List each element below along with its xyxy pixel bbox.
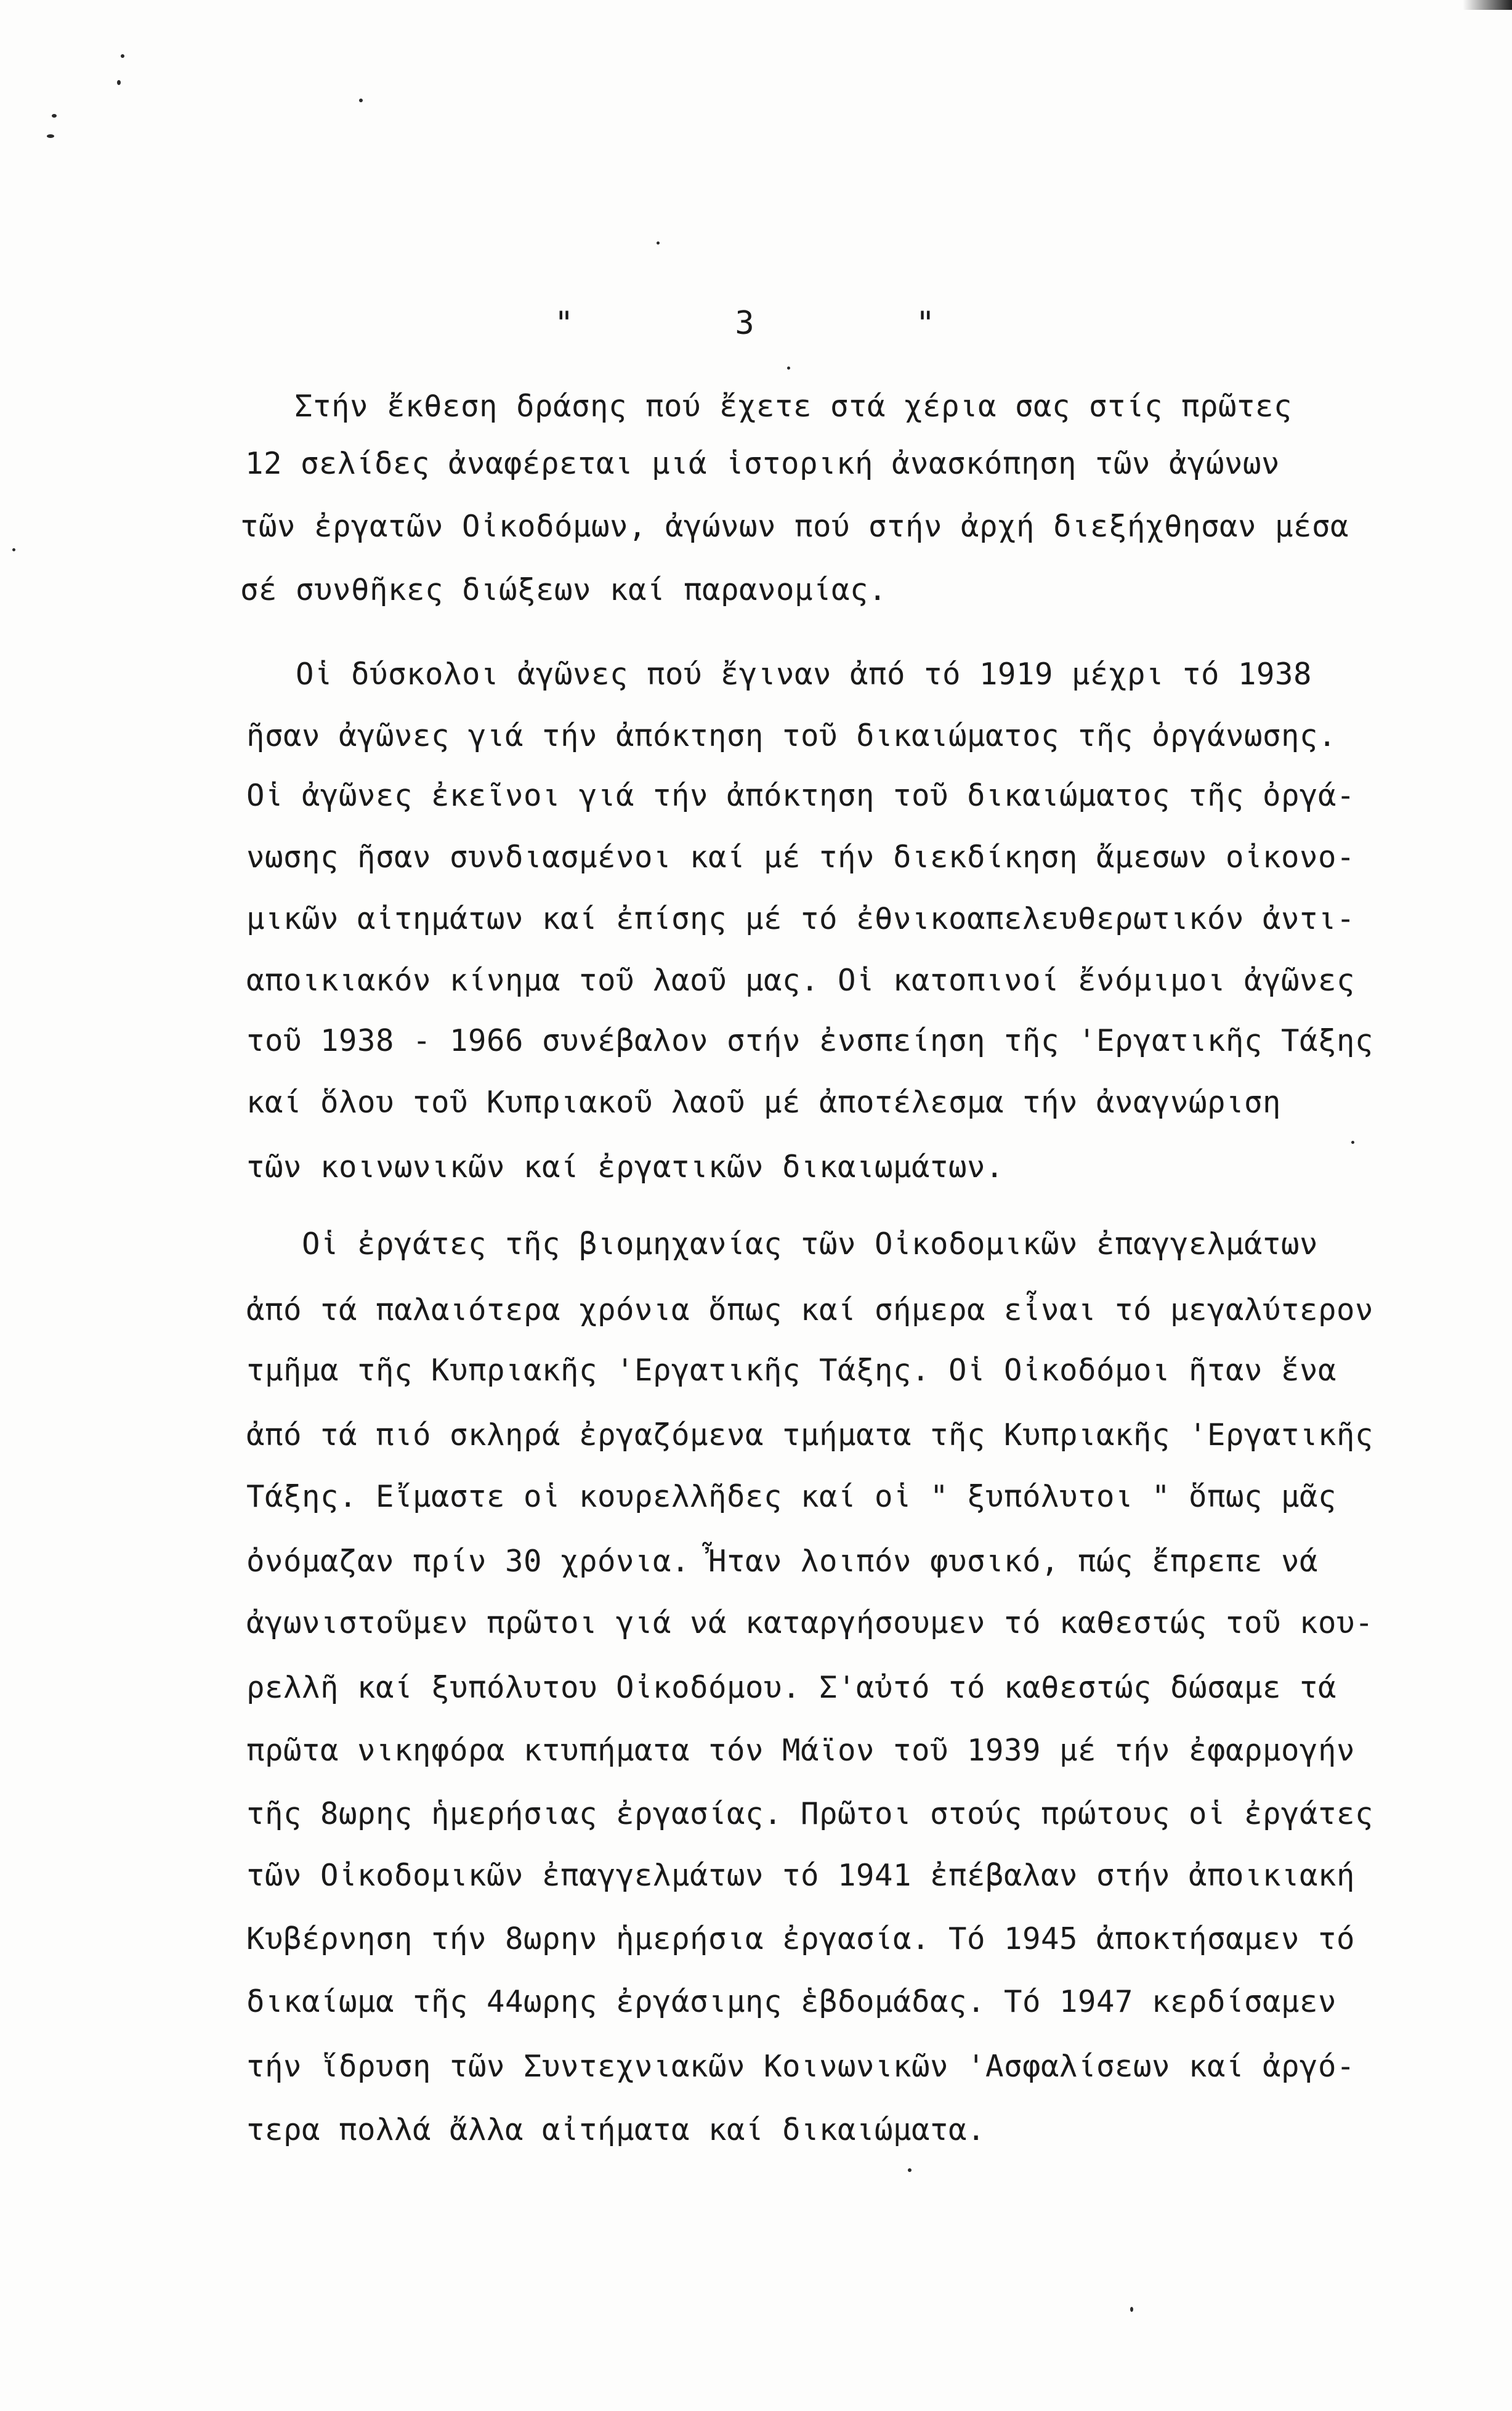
text-line: Τάξης. Εἴμαστε οἱ κουρελλῆδες καί οἱ " ξυπόλυτοι " ὅπως μᾶς: [246, 1479, 1337, 1514]
text-line: ἀπό τά πιό σκληρά ἐργαζόμενα τμήματα τῆς Κυπριακῆς 'Εργατικῆς: [246, 1417, 1374, 1453]
text-line: ρελλῆ καί ξυπόλυτου Οἰκοδόμου. Σ'αὐτό τό καθεστώς δώσαμε τά: [246, 1670, 1337, 1705]
text-line: Κυβέρνηση τήν 8ωρην ἡμερήσια ἐργασία. Τό 1945 ἀποκτήσαμεν τό: [246, 1921, 1356, 1956]
text-line: καί ὅλου τοῦ Κυπριακοῦ λαοῦ μέ ἀποτέλεσμα τήν ἀναγνώριση: [246, 1085, 1282, 1120]
scan-speck: [1130, 2307, 1133, 2312]
scan-speck: [657, 241, 660, 245]
text-line: τῶν ἐργατῶν Οἰκοδόμων, ἀγώνων πού στήν ἀρχή διεξήχθησαν μέσα: [240, 509, 1349, 544]
text-line: τῆς 8ωρης ἡμερήσιας ἐργασίας. Πρῶτοι στούς πρώτους οἱ ἐργάτες: [246, 1796, 1374, 1831]
text-line: Οἱ ἐργάτες τῆς βιομηχανίας τῶν Οἰκοδομικῶν ἐπαγγελμάτων: [302, 1226, 1319, 1262]
text-line: τῶν κοινωνικῶν καί ἐργατικῶν δικαιωμάτων.: [246, 1149, 1005, 1185]
page-number: [554, 305, 936, 342]
page-number-open-quote: ": [554, 305, 575, 342]
text-line: 12 σελίδες ἀναφέρεται μιά ἱστορική ἀνασκόπηση τῶν ἀγώνων: [245, 446, 1280, 481]
scan-speck: [52, 114, 57, 118]
scan-speck: [908, 2168, 912, 2172]
scan-speck: [1351, 1141, 1354, 1144]
text-line: τερα πολλά ἄλλα αἰτήματα καί δικαιώματα.: [246, 2112, 986, 2147]
text-line: ἀγωνιστοῦμεν πρῶτοι γιά νά καταργήσουμεν τό καθεστώς τοῦ κου-: [246, 1605, 1374, 1640]
text-line: ὀνόμαζαν πρίν 30 χρόνια. Ἦταν λοιπόν φυσικό, πώς ἔπρεπε νά: [246, 1544, 1319, 1579]
text-line: ῆσαν ἀγῶνες γιά τήν ἀπόκτηση τοῦ δικαιώματος τῆς ὀργάνωσης.: [246, 718, 1337, 753]
text-line: ἀπό τά παλαιότερα χρόνια ὅπως καί σήμερα εἶναι τό μεγαλύτερον: [246, 1292, 1374, 1327]
scan-speck: [121, 54, 124, 58]
text-line: νωσης ῆσαν συνδιασμένοι καί μέ τήν διεκδίκηση ἄμεσων οἰκονο-: [246, 840, 1356, 875]
scan-speck: [47, 134, 54, 138]
text-line: πρῶτα νικηφόρα κτυπήματα τόν Μάϊον τοῦ 1939 μέ τήν ἐφαρμογήν: [246, 1733, 1356, 1768]
scan-speck: [12, 548, 15, 551]
scan-speck: [359, 99, 363, 102]
text-line: Οἱ ἀγῶνες ἐκεῖνοι γιά τήν ἀπόκτηση τοῦ δικαιώματος τῆς ὀργά-: [246, 778, 1356, 813]
scan-corner-mark: [1463, 0, 1512, 10]
text-line: Στήν ἔκθεση δράσης πού ἔχετε στά χέρια σας στίς πρῶτες: [294, 389, 1293, 424]
text-line: τοῦ 1938 - 1966 συνέβαλον στήν ἐνσπείηση τῆς 'Εργατικῆς Τάξης: [246, 1023, 1374, 1058]
page-number-value: 3: [735, 305, 756, 342]
text-line: Οἱ δύσκολοι ἀγῶνες πού ἔγιναν ἀπό τό 1919 μέχρι τό 1938: [296, 657, 1312, 692]
text-line: μικῶν αἰτημάτων καί ἐπίσης μέ τό ἐθνικοαπελευθερωτικόν ἀντι-: [246, 901, 1356, 936]
scan-speck: [787, 367, 790, 370]
text-line: τμῆμα τῆς Κυπριακῆς 'Εργατικῆς Τάξης. Οἱ Οἰκοδόμοι ῆταν ἕνα: [246, 1353, 1337, 1388]
text-line: δικαίωμα τῆς 44ωρης ἐργάσιμης ἑβδομάδας. Τό 1947 κερδίσαμεν: [246, 1984, 1337, 2019]
text-line: αποικιακόν κίνημα τοῦ λαοῦ μας. Οἱ κατοπινοί ἔνόμιμοι ἀγῶνες: [246, 963, 1356, 998]
text-line: τήν ἵδρυση τῶν Συντεχνιακῶν Κοινωνικῶν 'Ασφαλίσεων καί ἀργό-: [246, 2049, 1356, 2084]
page-number-close-quote: ": [915, 305, 936, 342]
text-line: τῶν Οἰκοδομικῶν ἐπαγγελμάτων τό 1941 ἐπέβαλαν στήν ἀποικιακή: [246, 1858, 1356, 1893]
scan-speck: [117, 80, 121, 85]
text-line: σέ συνθῆκες διώξεων καί παρανομίας.: [240, 572, 887, 607]
